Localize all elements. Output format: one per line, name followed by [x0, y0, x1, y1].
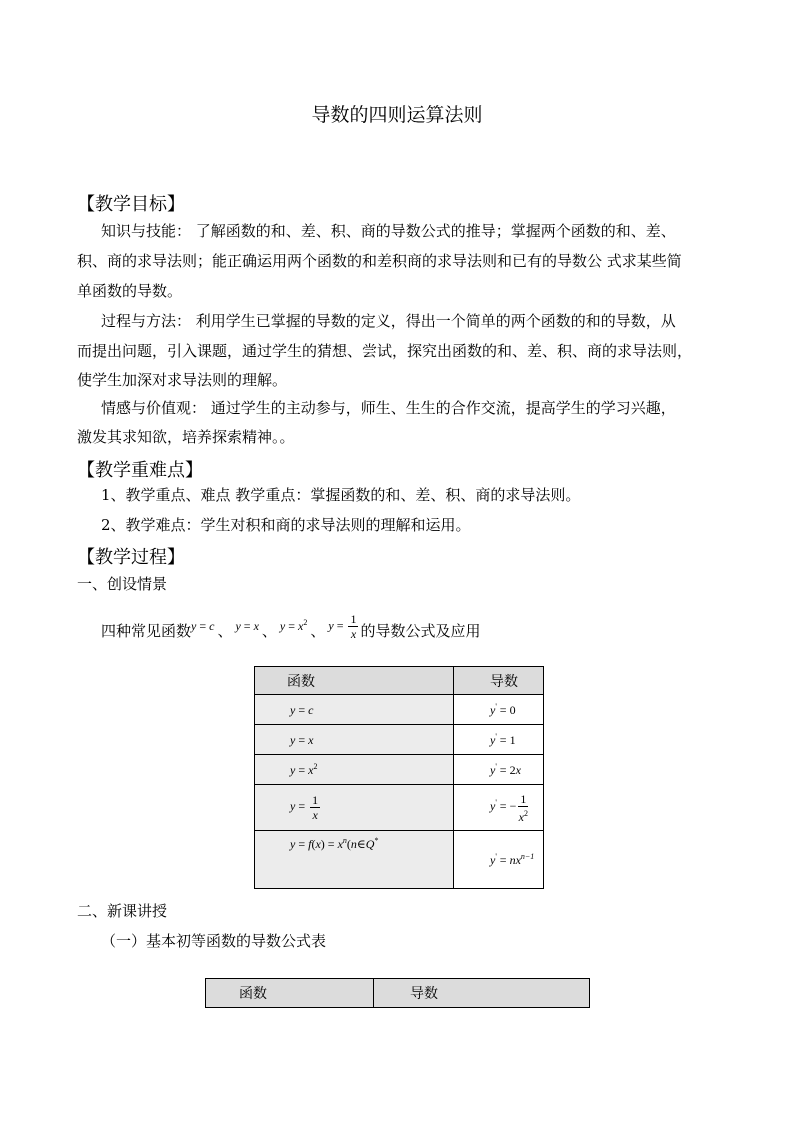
formula-y-eq-x-squared: $y = x^2$ — [279, 618, 308, 633]
keypoint-2: 2、教学难点：学生对积和商的求导法则的理解和运用。 — [101, 516, 471, 534]
process-sub-1: （一）基本初等函数的导数公式表 — [101, 932, 327, 950]
goals-p1-line3: 单函数的导数。 — [77, 282, 183, 300]
goals-p3-line1: 情感与价值观： 通过学生的主动参与，师生、生生的合作交流，提高学生的学习兴趣， — [101, 399, 676, 417]
section-heading-keypoints: 【教学重难点】 — [77, 460, 203, 481]
table-row — [255, 725, 544, 755]
table-header-row — [206, 979, 590, 1008]
table-cell-function: $y = x^2$ — [255, 755, 454, 785]
table-cell-derivative: $y' = nx^{n-1}$ — [454, 831, 544, 889]
table-row — [255, 755, 544, 785]
table-row — [255, 695, 544, 725]
section-heading-goals: 【教学目标】 — [77, 194, 185, 215]
basic-derivative-table — [205, 978, 590, 1008]
separator: 、 — [310, 621, 326, 640]
goals-p2-line2: 而提出问题，引入课题，通过学生的猜想、尝试，探究出函数的和、差、积、商的求导法则， — [77, 342, 693, 360]
formula-y-eq-1-over-x: y = $\frac{1}{x}$ — [328, 611, 357, 641]
separator: 、 — [261, 621, 277, 640]
formula-y-eq-c: y = c — [191, 618, 215, 633]
table-row — [255, 831, 544, 889]
process-step-1: 一、创设情景 — [77, 575, 168, 593]
table-cell-function: y = x — [255, 725, 454, 755]
separator: 、 — [217, 621, 233, 640]
table-cell-function: y = c — [255, 695, 454, 725]
goals-p3-line2: 激发其求知欲，培养探索精神。。 — [77, 428, 295, 446]
goals-p1-line1: 知识与技能： 了解函数的和、差、积、商的导数公式的推导；掌握两个函数的和、差、 — [101, 222, 676, 240]
intro-prefix: 四种常见函数 — [101, 621, 192, 640]
section-heading-process: 【教学过程】 — [77, 547, 185, 568]
table-header-cell: 函数 — [255, 667, 454, 695]
keypoint-1: 1、教学重点、难点 教学重点：掌握函数的和、差、积、商的求导法则。 — [101, 486, 581, 504]
derivative-table — [254, 666, 544, 889]
table-header-cell: 导数 — [454, 667, 544, 695]
goals-p1-line2: 积、商的求导法则；能正确运用两个函数的和差积商的求导法则和已有的导数公 式求某些简 — [77, 252, 682, 270]
table-row — [255, 785, 544, 831]
intro-suffix: 的导数公式及应用 — [360, 621, 481, 640]
goals-p2-line3: 使学生加深对求导法则的理解。 — [77, 371, 288, 389]
page-title: 导数的四则运算法则 — [311, 104, 483, 126]
formula-y-eq-x: y = x — [235, 618, 259, 633]
table-cell-derivative: y' = − $\frac{1}{x^2}$ — [454, 785, 544, 831]
table-header-cell: 函数 — [206, 979, 374, 1008]
intro-line — [101, 606, 481, 656]
table-header-cell: 导数 — [374, 979, 590, 1008]
table-cell-derivative: y' = 0 — [454, 695, 544, 725]
table-header-row — [255, 667, 544, 695]
goals-p2-line1: 过程与方法： 利用学生已掌握的导数的定义，得出一个简单的两个函数的和的导数，从 — [101, 312, 676, 330]
table-cell-derivative: y' = 2x — [454, 755, 544, 785]
table-cell-derivative: y' = 1 — [454, 725, 544, 755]
table-cell-function: y = $\frac{1}{x}$ — [255, 785, 454, 831]
process-step-2: 二、新课讲授 — [77, 902, 168, 920]
table-cell-function: $y = f(x) = x^n(n\in Q^*$ — [255, 831, 454, 889]
